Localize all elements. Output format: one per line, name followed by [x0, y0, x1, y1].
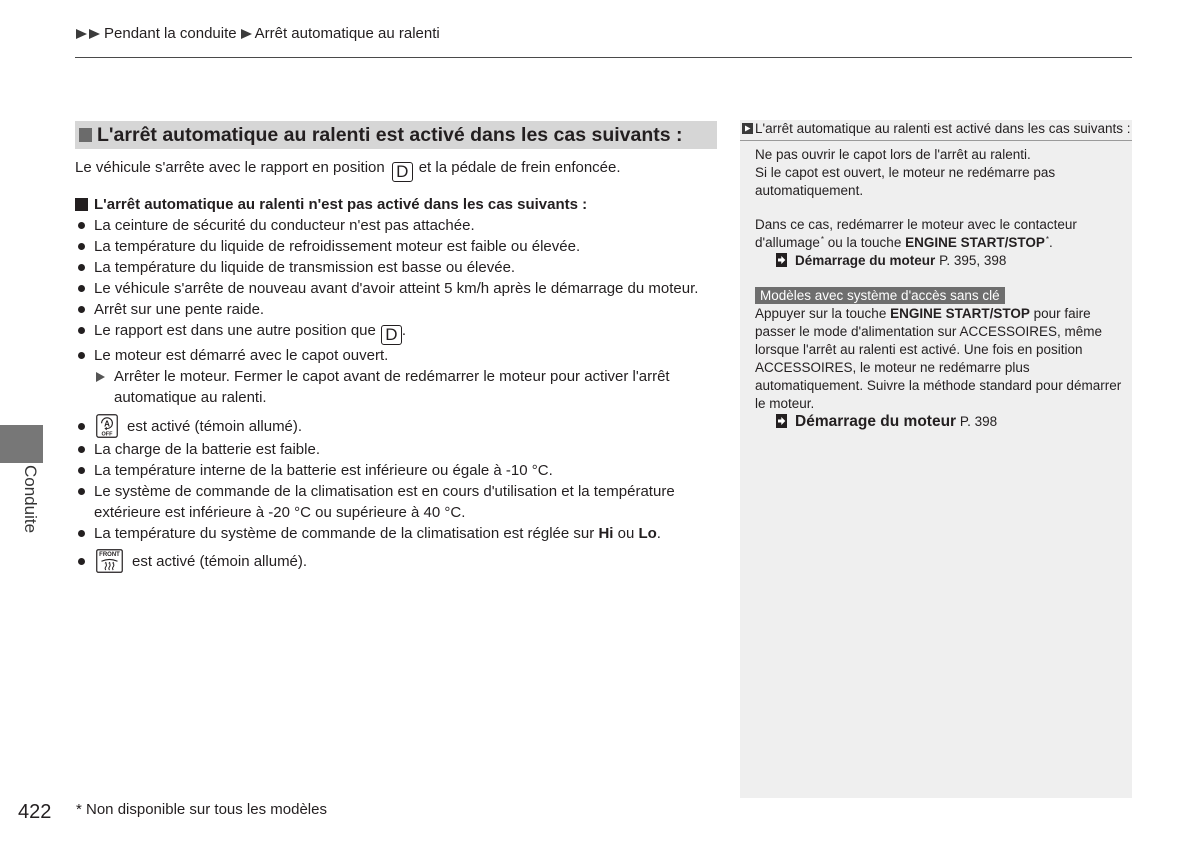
list-item — [75, 257, 725, 278]
icon-letter: A — [104, 419, 110, 429]
section-heading-text: L'arrêt automatique au ralenti est activé dans les cas suivants : — [97, 124, 683, 146]
list-item-text: est activé (témoin allumé). — [132, 552, 308, 570]
setting-lo: Lo — [638, 525, 657, 542]
list-item-text: La température du système de commande de la climatisation est réglée sur — [94, 525, 595, 542]
conditions-list — [75, 215, 725, 573]
heading-square-icon — [79, 128, 92, 142]
footnote-mark: * — [1045, 235, 1049, 244]
reference-title: Démarrage du moteur — [795, 253, 936, 268]
intro-text-start: Le véhicule s'arrête avec le rapport en position — [75, 159, 385, 176]
cross-reference-link[interactable] — [755, 252, 1123, 270]
sidebar-heading-text: L'arrêt automatique au ralenti est activé dans les cas suivants : — [755, 121, 1131, 136]
footnote: * Non disponible sur tous les modèles — [76, 801, 327, 818]
hood-warning-text: Ne pas ouvrir le capot lors de l'arrêt au ralenti. — [755, 147, 1031, 162]
cross-reference-arrow-icon — [776, 253, 787, 267]
breadcrumb-arrow-icon — [241, 29, 252, 39]
sidebar-rule — [740, 140, 1132, 141]
list-item-text: La ceinture de sécurité du conducteur n'est pas attachée. — [94, 217, 475, 234]
list-item-text: La température du liquide de refroidissement moteur est faible ou élevée. — [94, 238, 581, 255]
sidebar-heading — [742, 121, 1131, 137]
restart-text: ou la touche — [827, 235, 902, 250]
restart-note — [755, 216, 1123, 254]
list-item — [75, 215, 725, 236]
cross-reference-link[interactable] — [755, 413, 1123, 431]
list-item — [75, 299, 725, 320]
list-item — [75, 320, 725, 345]
icon-label: OFF — [101, 431, 113, 438]
note-arrow-icon — [96, 372, 105, 382]
chapter-tab-label: Conduite — [21, 465, 40, 534]
setting-hi: Hi — [598, 525, 614, 542]
breadcrumb — [76, 25, 440, 43]
list-item-text: Le système de commande de la climatisation est en cours d'utilisation et la température extérieure est inférieure à -20 °C ou supérieure à 40 °C. — [94, 483, 675, 521]
list-item-text: . — [401, 322, 407, 339]
idle-stop-off-indicator-icon — [96, 414, 118, 438]
list-item — [75, 439, 725, 460]
gear-d-icon: D — [381, 325, 402, 345]
reference-pages: P. 395, 398 — [939, 253, 1007, 268]
reference-title: Démarrage du moteur — [795, 413, 957, 430]
keyless-text: Appuyer sur la touche — [755, 306, 887, 321]
hood-note — [755, 146, 1123, 200]
subheading-text: L'arrêt automatique au ralenti n'est pas activé dans les cas suivants : — [94, 196, 588, 213]
hood-consequence-text: Si le capot est ouvert, le moteur ne redémarre pas automatiquement. — [755, 165, 1056, 198]
list-item-text: Le véhicule s'arrête de nouveau avant d'avoir atteint 5 km/h après le démarrage du moteur. — [94, 280, 699, 297]
sidebar-notes — [740, 120, 1132, 798]
list-item — [75, 413, 725, 439]
list-item-text: La charge de la batterie est faible. — [94, 441, 320, 458]
front-defroster-indicator-icon — [96, 549, 123, 573]
header-rule — [75, 57, 1132, 58]
section-heading — [75, 121, 717, 149]
list-item — [75, 549, 725, 573]
model-badge: Modèles avec système d'accès sans clé — [755, 287, 1005, 304]
breadcrumb-arrow-icon — [76, 29, 87, 39]
breadcrumb-arrow-icon — [89, 29, 100, 39]
page-number: 422 — [18, 801, 52, 823]
list-item — [75, 481, 725, 523]
intro-text-end: et la pédale de frein enfoncée. — [418, 159, 621, 176]
breadcrumb-section: Pendant la conduite — [104, 25, 237, 42]
sub-note-text: Arrêter le moteur. Fermer le capot avant de redémarrer le moteur pour activer l'arrêt automatique au ralenti. — [114, 368, 670, 406]
list-item — [75, 460, 725, 481]
restart-text: Dans ce cas, redémarrer le moteur avec le contacteur d'allumage — [755, 217, 1077, 250]
subheading-square-icon — [75, 198, 88, 211]
list-item — [75, 345, 725, 408]
engine-start-stop-label: ENGINE START/STOP — [905, 235, 1045, 250]
list-item — [75, 236, 725, 257]
keyless-text: pour faire passer le mode d'alimentation sur ACCESSOIRES, même lorsque l'arrêt au ralenti est activé. Une fois en position ACCESSOIRES, le moteur ne redémarre plus automatiquement. Suivre la méthode standard pour démarrer le moteur. — [755, 306, 1122, 411]
list-item-text: ou — [617, 525, 635, 542]
list-item — [75, 278, 725, 299]
reference-pages: P. 398 — [959, 414, 998, 429]
list-item — [75, 523, 725, 544]
chapter-tab — [0, 425, 43, 463]
footnote-mark: * — [820, 235, 824, 244]
restart-text: . — [1049, 235, 1053, 250]
sub-note — [94, 366, 725, 408]
list-item-text: est activé (témoin allumé). — [127, 417, 303, 435]
list-item-text: La température du liquide de transmission est basse ou élevée. — [94, 259, 516, 276]
breadcrumb-page: Arrêt automatique au ralenti — [254, 25, 440, 42]
engine-start-stop-label: ENGINE START/STOP — [890, 306, 1030, 321]
list-item-text: Arrêt sur une pente raide. — [94, 301, 265, 318]
gear-d-icon: D — [392, 162, 413, 182]
list-item-text: La température interne de la batterie est inférieure ou égale à -10 °C. — [94, 462, 553, 479]
icon-label: FRONT — [99, 552, 120, 558]
list-item-text: Le moteur est démarré avec le capot ouvert. — [94, 347, 389, 364]
cross-reference-arrow-icon — [776, 414, 787, 428]
note-reference-icon — [742, 123, 753, 134]
list-item-text: . — [656, 525, 661, 542]
intro-paragraph — [75, 157, 621, 182]
list-item-text: Le rapport est dans une autre position que — [94, 322, 376, 339]
keyless-note — [755, 305, 1123, 413]
